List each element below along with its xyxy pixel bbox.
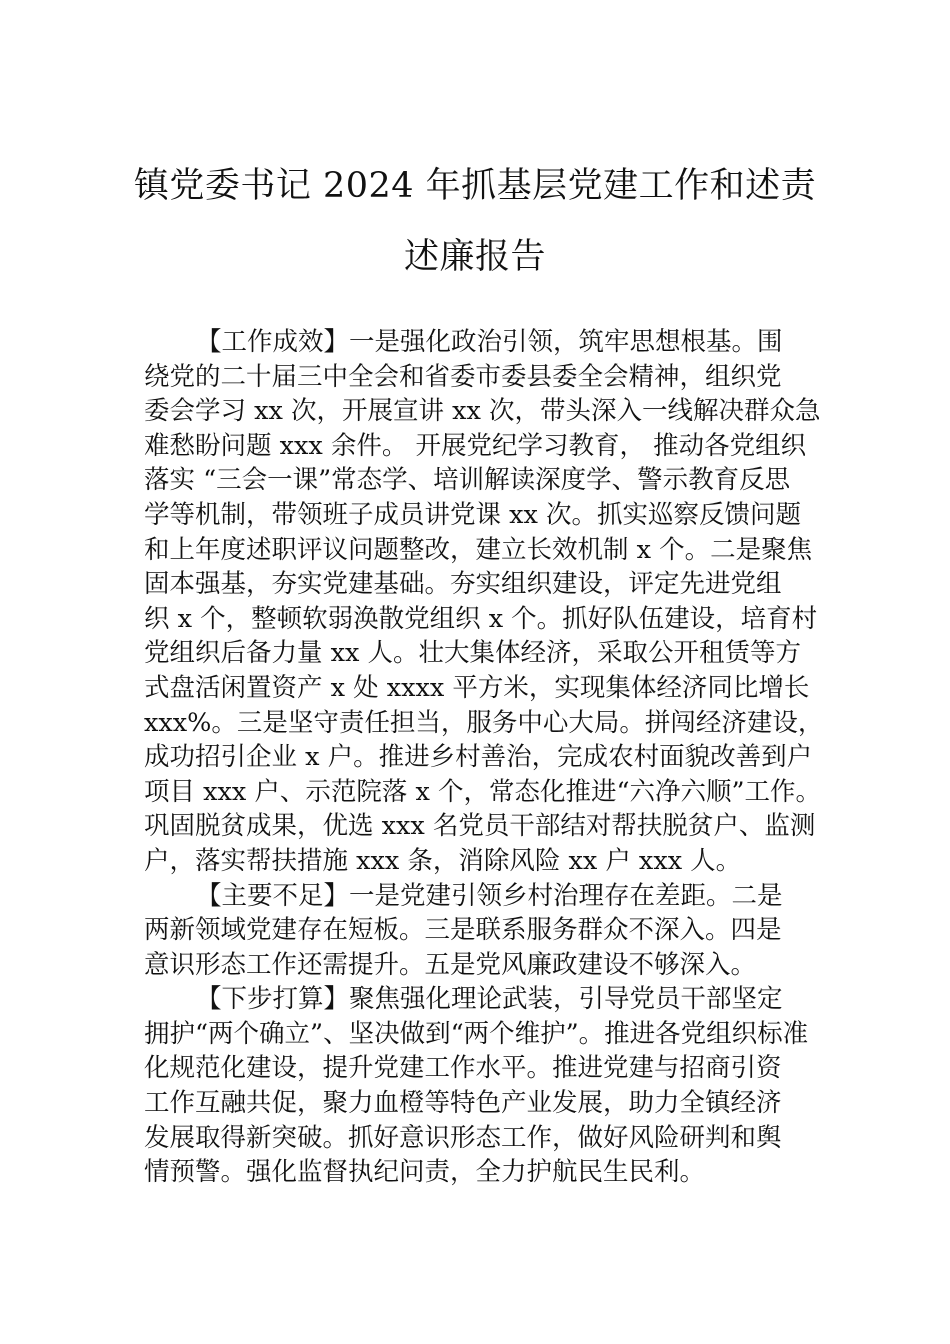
document-title-line-1: 镇党委书记 2024 年抓基层党建工作和述责 — [133, 166, 817, 206]
document-body — [144, 325, 824, 1190]
body-line: 绕党的二十届三中全会和省委市委县委全会精神，组织党 — [144, 361, 782, 392]
body-line: 【下步打算】聚焦强化理论武装，引导党员干部坚定 — [196, 984, 783, 1015]
body-line: 成功招引企业 x 户。推进乡村善治，完成农村面貌改善到户 — [144, 742, 813, 773]
body-line: 意识形态工作还需提升。五是党风廉政建设不够深入。 — [144, 949, 757, 980]
body-line: 拥护“两个确立”、坚决做到“两个维护”。推进各党组织标准 — [144, 1018, 809, 1049]
body-line: 学等机制，带领班子成员讲党课 xx 次。抓实巡察反馈问题 — [144, 499, 801, 530]
body-line: 织 x 个，整顿软弱涣散党组织 x 个。抓好队伍建设，培育村 — [144, 603, 818, 634]
body-line: 委会学习 xx 次，开展宣讲 xx 次，带头深入一线解决群众急 — [144, 396, 821, 427]
body-line: 发展取得新突破。抓好意识形态工作，做好风险研判和舆 — [144, 1122, 782, 1153]
body-line: 固本强基，夯实党建基础。夯实组织建设，评定先进党组 — [144, 569, 782, 600]
body-line: 【主要不足】一是党建引领乡村治理存在差距。二是 — [196, 880, 783, 911]
body-line: 【工作成效】一是强化政治引领，筑牢思想根基。围 — [196, 327, 783, 357]
body-line: 和上年度述职评议问题整改，建立长效机制 x 个。二是聚焦 — [144, 534, 813, 565]
body-line: 情预警。强化监督执纪问责，全力护航民生民利。 — [144, 1157, 706, 1188]
paragraph-next-steps — [144, 982, 816, 1190]
body-line: 项目 xxx 户、示范院落 x 个，常态化推进“六净六顺”工作。 — [144, 776, 822, 807]
document-title-line-2: 述廉报告 — [403, 237, 546, 277]
body-line: 两新领域党建存在短板。三是联系服务群众不深入。四是 — [144, 915, 782, 946]
body-line: xxx%。三是坚守责任担当，服务中心大局。拼闯经济建设， — [144, 707, 824, 738]
body-line: 落实 “三会一课”常态学、培训解读深度学、警示教育反思 — [144, 465, 791, 496]
body-line: 式盘活闲置资产 x 处 xxxx 平方米，实现集体经济同比增长 — [144, 672, 810, 703]
body-line: 难愁盼问题 xxx 余件。 开展党纪学习教育， 推动各党组织 — [144, 430, 807, 461]
body-line: 党组织后备力量 xx 人。壮大集体经济，采取公开租赁等方 — [144, 638, 801, 669]
body-line: 工作互融共促，聚力血橙等特色产业发展，助力全镇经济 — [144, 1088, 782, 1119]
paragraph-shortcomings — [144, 879, 816, 983]
body-line: 巩固脱贫成果，优选 xxx 名党员干部结对帮扶脱贫户、监测 — [144, 811, 816, 842]
body-line: 化规范化建设，提升党建工作水平。推进党建与招商引资 — [144, 1053, 782, 1084]
paragraph-work-results — [144, 325, 824, 879]
body-line: 户，落实帮扶措施 xxx 条，消除风险 xx 户 xxx 人。 — [144, 845, 742, 876]
